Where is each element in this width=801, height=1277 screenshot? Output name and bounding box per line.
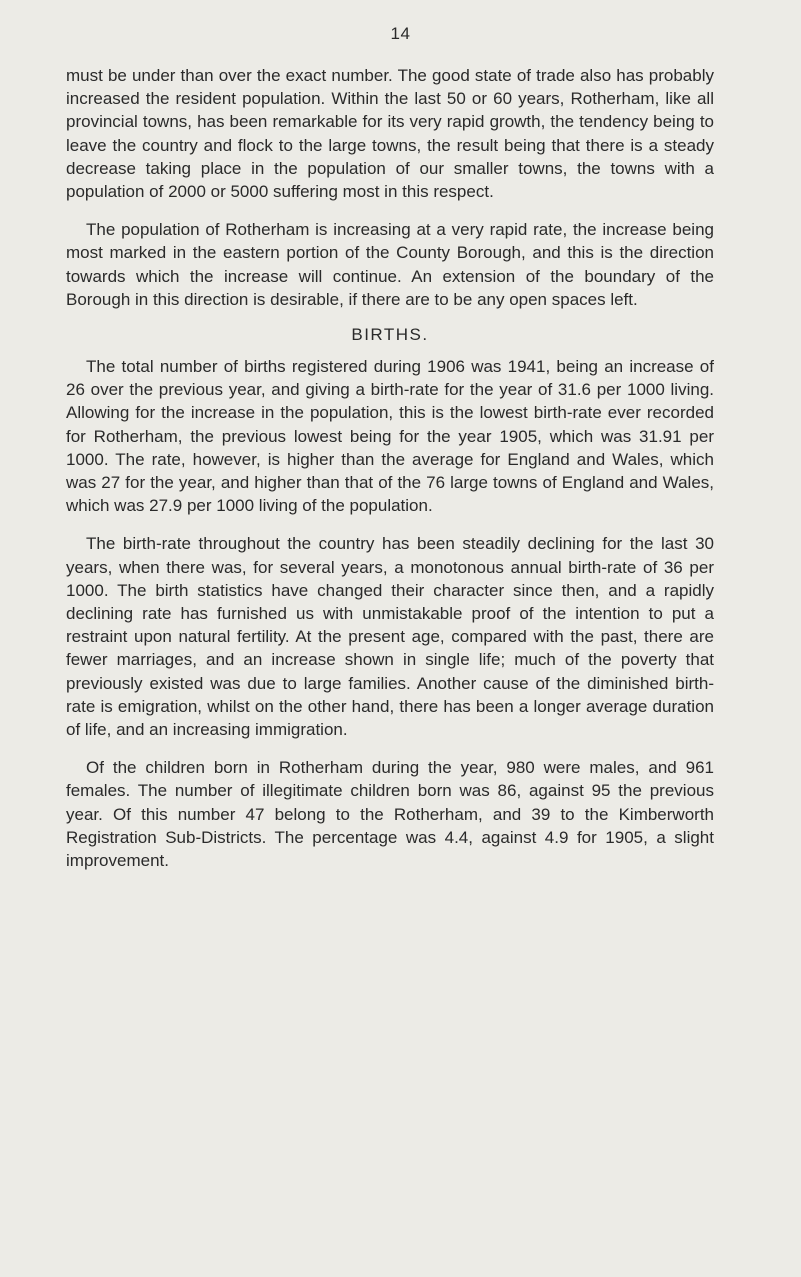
paragraph-birth-rate-decline: The birth-rate throughout the country has been steadily declining for the last 30 years, when there was, for several years, a monotonous annual birth-rate of 36 per 1000. The birth statistics have changed their character since then, and a rapidly declining rate has furnished us with unmistakable proof of the intention to put a restraint upon natural fertility. At the present age, compared with the past, there are fewer marriages, and an increase shown in single life; much of the poverty that previously existed was due to large families. Another cause of the diminished birth-rate is emigration, whilst on the other hand, there has been a longer average duration of life, and an increasing immigration.: [66, 534, 714, 740]
paragraph-population-growth: must be under than over the exact number. The good state of trade also has probably increased the resident population. Within the last 50 or 60 years, Rotherham, like all provincial towns, has been remarkable for its very rapid growth, the tendency being to leave the country and flock to the large towns, the result being that there is a steady decrease taking place in the population of our smaller towns, the towns with a population of 2000 or 5000 suffering most in this respect.: [66, 66, 714, 202]
page-number: 14: [390, 24, 411, 43]
paragraph-children-born: Of the children born in Rotherham during the year, 980 were males, and 961 females. The number of illegitimate children born was 86, against 95 the previous year. Of this number 47 belong to the Rotherham, and 39 to the Kimberworth Registration Sub-Districts. The percentage was 4.4, against 4.9 for 1905, a slight improvement.: [66, 758, 714, 871]
page-body: [66, 64, 714, 872]
section-heading-births: BIRTHS.: [351, 325, 429, 345]
paragraph-rotherham-population: The population of Rotherham is increasing at a very rapid rate, the increase being most marked in the eastern portion of the County Borough, and this is the direction towards which the increase will continue. An extension of the boundary of the Borough in this direction is desirable, if there are to be any open spaces left.: [66, 220, 714, 309]
paragraph-births-total: The total number of births registered during 1906 was 1941, being an increase of 26 over the previous year, and giving a birth-rate for the year of 31.6 per 1000 living. Allowing for the increase in the population, this is the lowest birth-rate ever recorded for Rotherham, the previous lowest being for the year 1905, which was 31.91 per 1000. The rate, however, is higher than the average for England and Wales, which was 27 for the year, and higher than that of the 76 large towns of England and Wales, which was 27.9 per 1000 living of the population.: [66, 357, 714, 516]
